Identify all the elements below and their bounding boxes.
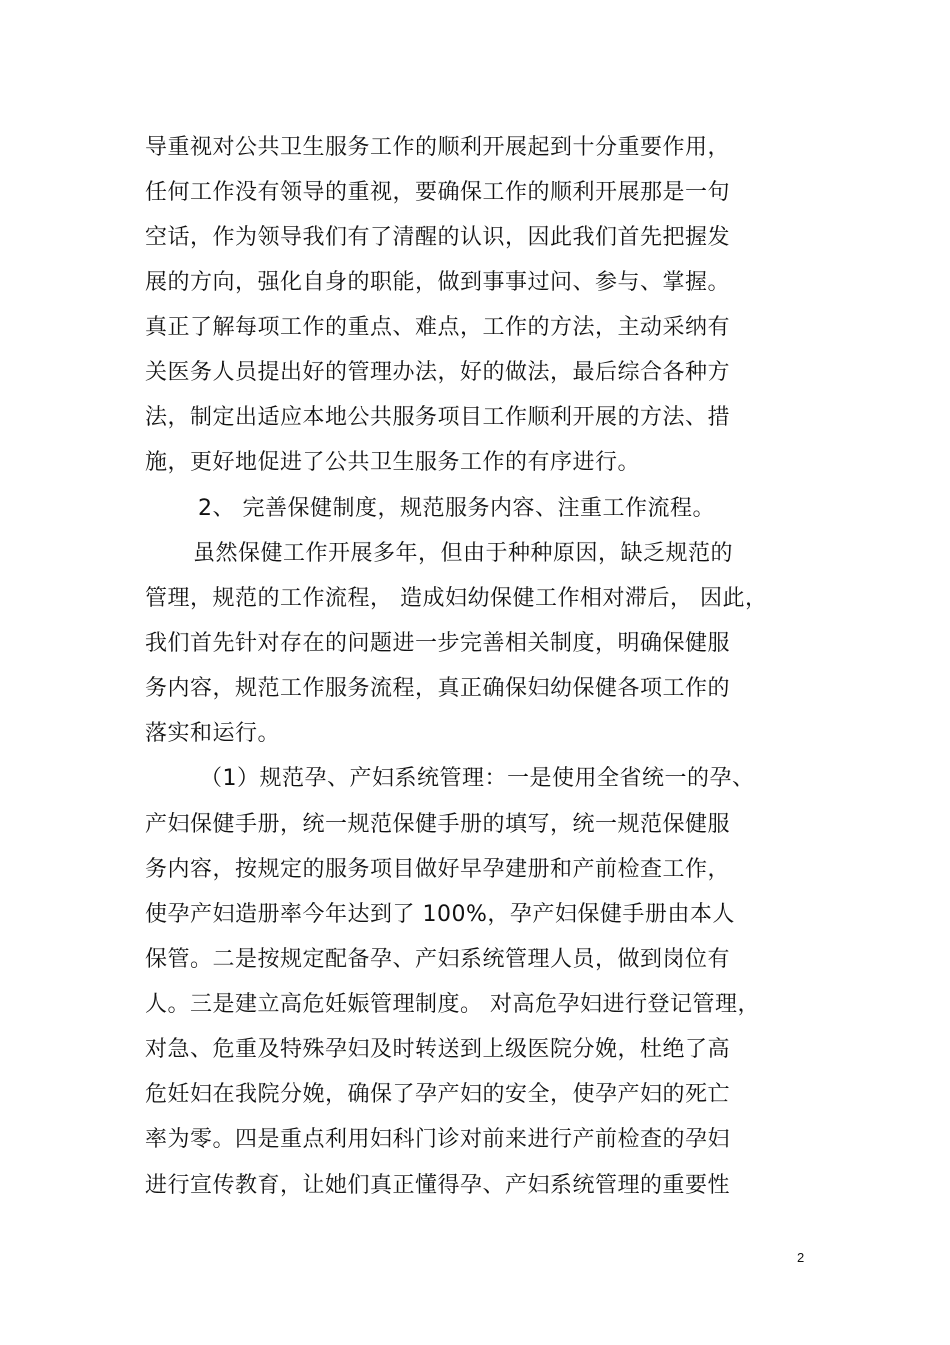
page-number: 2	[797, 1250, 805, 1265]
section-heading: 2、 完善保健制度，规范服务内容、注重工作流程。	[198, 496, 715, 521]
text-line: 率为零。四是重点利用妇科门诊对前来进行产前检查的孕妇	[145, 1127, 731, 1152]
text-line: 落实和运行。	[145, 721, 281, 746]
text-line: 真正了解每项工作的重点、难点，工作的方法，主动采纳有	[145, 315, 731, 340]
text-line: 空话，作为领导我们有了清醒的认识，因此我们首先把握发	[145, 225, 731, 250]
text-line: 导重视对公共卫生服务工作的顺利开展起到十分重要作用，	[145, 135, 731, 160]
text-line: 产妇保健手册，统一规范保健手册的填写，统一规范保健服	[145, 812, 731, 837]
text-line: 使孕产妇造册率今年达到了 100%，孕产妇保健手册由本人	[145, 902, 735, 927]
text-line: 务内容，按规定的服务项目做好早孕建册和产前检查工作，	[145, 857, 731, 882]
paragraph-first-line: 虽然保健工作开展多年，但由于种种原因，缺乏规范的	[193, 541, 734, 566]
text-line: 人。三是建立高危妊娠管理制度。 对高危孕妇进行登记管理，	[145, 992, 760, 1017]
text-line: 关医务人员提出好的管理办法，好的做法，最后综合各种方	[145, 360, 731, 385]
text-line: 危妊妇在我院分娩，确保了孕产妇的安全，使孕产妇的死亡	[145, 1082, 731, 1107]
text-line: 管理，规范的工作流程， 造成妇幼保健工作相对滞后， 因此，	[145, 586, 768, 611]
text-line: 保管。二是按规定配备孕、产妇系统管理人员，做到岗位有	[145, 947, 731, 972]
paragraph-first-line: （1）规范孕、产妇系统管理：一是使用全省统一的孕、	[200, 766, 755, 791]
text-line: 进行宣传教育，让她们真正懂得孕、产妇系统管理的重要性	[145, 1173, 731, 1198]
text-line: 施，更好地促进了公共卫生服务工作的有序进行。	[145, 450, 641, 475]
text-line: 务内容，规范工作服务流程，真正确保妇幼保健各项工作的	[145, 676, 731, 701]
text-line: 展的方向，强化自身的职能，做到事事过问、参与、掌握。	[145, 270, 731, 295]
text-line: 对急、危重及特殊孕妇及时转送到上级医院分娩，杜绝了高	[145, 1037, 731, 1062]
text-line: 任何工作没有领导的重视，要确保工作的顺利开展那是一句	[145, 180, 731, 205]
text-line: 我们首先针对存在的问题进一步完善相关制度，明确保健服	[145, 631, 731, 656]
text-line: 法，制定出适应本地公共服务项目工作顺利开展的方法、措	[145, 405, 731, 430]
